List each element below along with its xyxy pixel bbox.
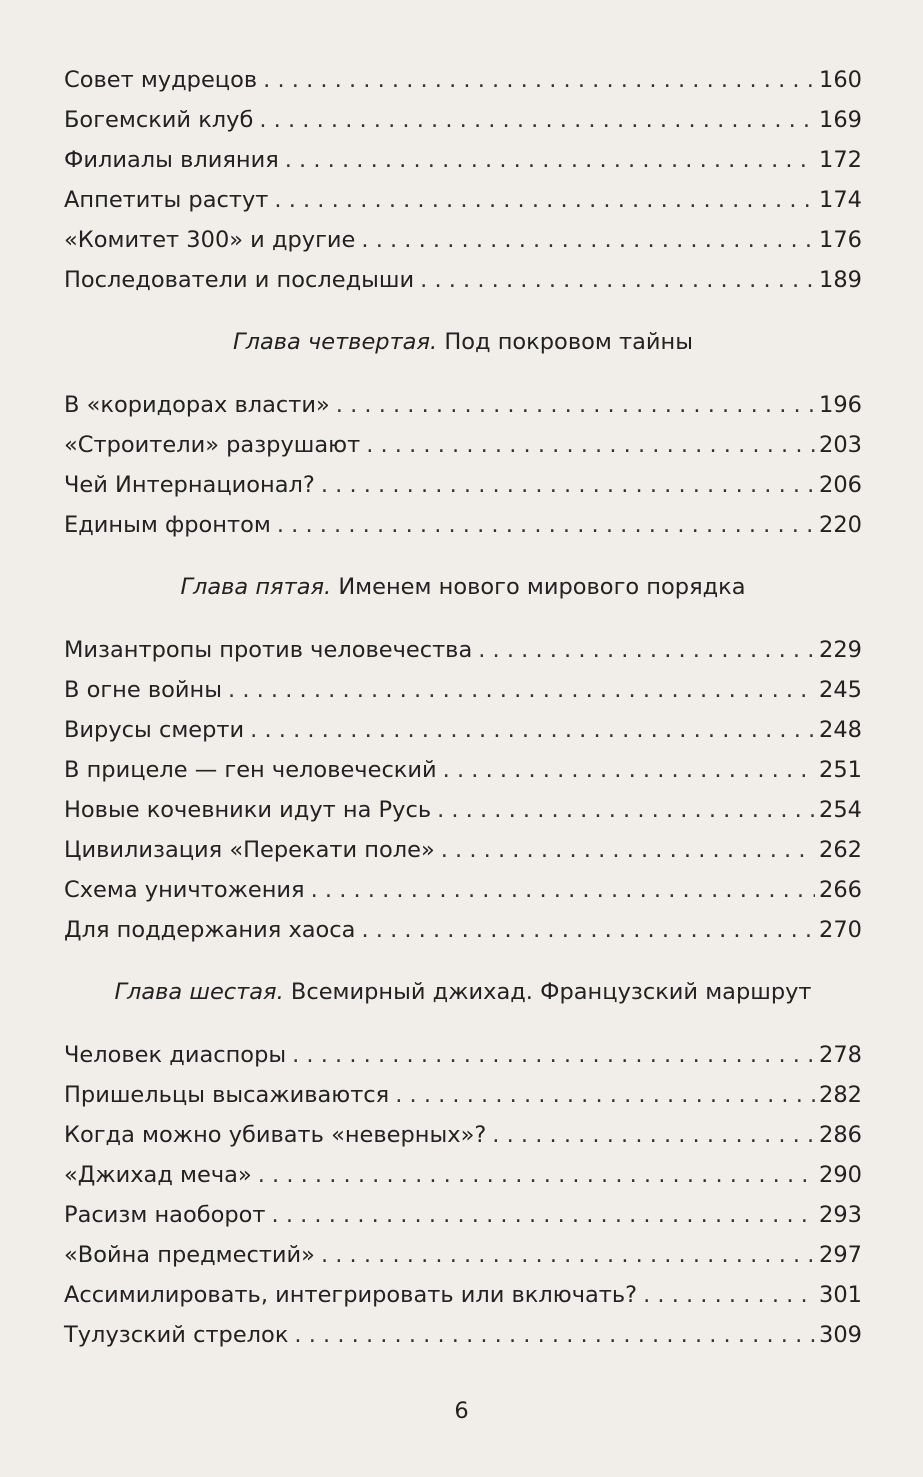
entry-page: 254 xyxy=(819,797,862,823)
entry-page: 203 xyxy=(819,432,862,458)
dot-leader xyxy=(292,1035,815,1075)
toc-entry xyxy=(64,1075,862,1115)
dot-leader xyxy=(285,140,815,180)
dot-leader xyxy=(228,670,815,710)
toc-entry xyxy=(64,425,862,465)
dot-leader xyxy=(294,1315,815,1355)
entry-title: Последователи и последыши xyxy=(64,267,415,293)
entry-title: Человек диаспоры xyxy=(64,1042,287,1068)
entry-page: 301 xyxy=(819,1282,862,1308)
entry-title: Тулузский стрелок xyxy=(64,1322,289,1348)
dot-leader xyxy=(259,100,815,140)
chapter-heading xyxy=(64,972,862,1012)
entry-title: «Комитет 300» и другие xyxy=(64,227,356,253)
entry-title: Филиалы влияния xyxy=(64,147,279,173)
toc-entry xyxy=(64,60,862,100)
dot-leader xyxy=(274,180,815,220)
entry-page: 172 xyxy=(819,147,862,173)
dot-leader xyxy=(420,260,815,300)
toc-entry xyxy=(64,1235,862,1275)
entry-page: 248 xyxy=(819,717,862,743)
dot-leader xyxy=(250,710,815,750)
dot-leader xyxy=(366,425,815,465)
toc-entry xyxy=(64,100,862,140)
dot-leader xyxy=(478,630,815,670)
toc-entry xyxy=(64,1155,862,1195)
entry-page: 297 xyxy=(819,1242,862,1268)
toc-entry xyxy=(64,1195,862,1235)
entry-page: 309 xyxy=(819,1322,862,1348)
toc-entry xyxy=(64,790,862,830)
dot-leader xyxy=(311,870,815,910)
dot-leader xyxy=(643,1275,815,1315)
entry-title: Для поддержания хаоса xyxy=(64,917,356,943)
toc-entry xyxy=(64,1035,862,1075)
entry-page: 245 xyxy=(819,677,862,703)
toc-entry xyxy=(64,870,862,910)
chapter-label: Глава пятая. xyxy=(180,574,332,600)
dot-leader xyxy=(395,1075,815,1115)
entry-page: 189 xyxy=(819,267,862,293)
entry-title: «Джихад меча» xyxy=(64,1162,252,1188)
entry-page: 229 xyxy=(819,637,862,663)
chapter-name: Всемирный джихад. Французский маршрут xyxy=(290,979,812,1005)
toc-entry xyxy=(64,830,862,870)
dot-leader xyxy=(437,790,815,830)
entry-page: 206 xyxy=(819,472,862,498)
entry-page: 169 xyxy=(819,107,862,133)
entry-title: Пришельцы высаживаются xyxy=(64,1082,390,1108)
toc-entry xyxy=(64,505,862,545)
entry-title: Чей Интернационал? xyxy=(64,472,315,498)
entry-page: 174 xyxy=(819,187,862,213)
toc-entry xyxy=(64,260,862,300)
dot-leader xyxy=(443,750,815,790)
toc-entry xyxy=(64,630,862,670)
chapter-heading xyxy=(64,322,862,362)
chapter-label: Глава шестая. xyxy=(114,979,284,1005)
toc-entry xyxy=(64,1115,862,1155)
entry-page: 278 xyxy=(819,1042,862,1068)
entry-title: В прицеле — ген человеческий xyxy=(64,757,437,783)
entry-title: «Строители» разрушают xyxy=(64,432,361,458)
entry-page: 196 xyxy=(819,392,862,418)
entry-page: 270 xyxy=(819,917,862,943)
entry-page: 286 xyxy=(819,1122,862,1148)
entry-page: 176 xyxy=(819,227,862,253)
dot-leader xyxy=(321,1235,815,1275)
toc-entry xyxy=(64,220,862,260)
dot-leader xyxy=(263,60,815,100)
toc-entry xyxy=(64,465,862,505)
toc-entry xyxy=(64,385,862,425)
entry-title: Мизантропы против человечества xyxy=(64,637,473,663)
entry-title: Аппетиты растут xyxy=(64,187,269,213)
entry-title: Схема уничтожения xyxy=(64,877,305,903)
dot-leader xyxy=(321,465,815,505)
dot-leader xyxy=(361,910,815,950)
page-number: 6 xyxy=(454,1398,469,1424)
entry-title: В «коридорах власти» xyxy=(64,392,330,418)
dot-leader xyxy=(272,1195,816,1235)
entry-title: Когда можно убивать «неверных»? xyxy=(64,1122,487,1148)
entry-title: В огне войны xyxy=(64,677,223,703)
entry-title: Новые кочевники идут на Русь xyxy=(64,797,432,823)
dot-leader xyxy=(361,220,815,260)
toc-entry xyxy=(64,180,862,220)
entry-page: 220 xyxy=(819,512,862,538)
entry-title: Богемский клуб xyxy=(64,107,254,133)
toc-entry xyxy=(64,910,862,950)
toc-entry xyxy=(64,670,862,710)
entry-page: 262 xyxy=(819,837,862,863)
toc-entry xyxy=(64,750,862,790)
dot-leader xyxy=(336,385,815,425)
chapter-label: Глава четвертая. xyxy=(233,329,438,355)
dot-leader xyxy=(492,1115,815,1155)
chapter-name: Именем нового мирового порядка xyxy=(338,574,746,600)
entry-page: 290 xyxy=(819,1162,862,1188)
entry-title: Вирусы смерти xyxy=(64,717,245,743)
dot-leader xyxy=(258,1155,815,1195)
entry-title: «Война предместий» xyxy=(64,1242,315,1268)
entry-page: 293 xyxy=(819,1202,862,1228)
toc-entry xyxy=(64,710,862,750)
entry-title: Совет мудрецов xyxy=(64,67,258,93)
toc-entry xyxy=(64,1275,862,1315)
entry-title: Цивилизация «Перекати поле» xyxy=(64,837,435,863)
entry-title: Расизм наоборот xyxy=(64,1202,266,1228)
entry-title: Единым фронтом xyxy=(64,512,271,538)
toc-entry xyxy=(64,140,862,180)
entry-page: 282 xyxy=(819,1082,862,1108)
toc-entry xyxy=(64,1315,862,1355)
chapter-name: Под покровом тайны xyxy=(444,329,693,355)
entry-title: Ассимилировать, интегрировать или включать? xyxy=(64,1282,638,1308)
entry-page: 266 xyxy=(819,877,862,903)
chapter-heading xyxy=(64,567,862,607)
entry-page: 251 xyxy=(819,757,862,783)
entry-page: 160 xyxy=(819,67,862,93)
dot-leader xyxy=(277,505,815,545)
table-of-contents xyxy=(64,60,862,1355)
dot-leader xyxy=(441,830,815,870)
